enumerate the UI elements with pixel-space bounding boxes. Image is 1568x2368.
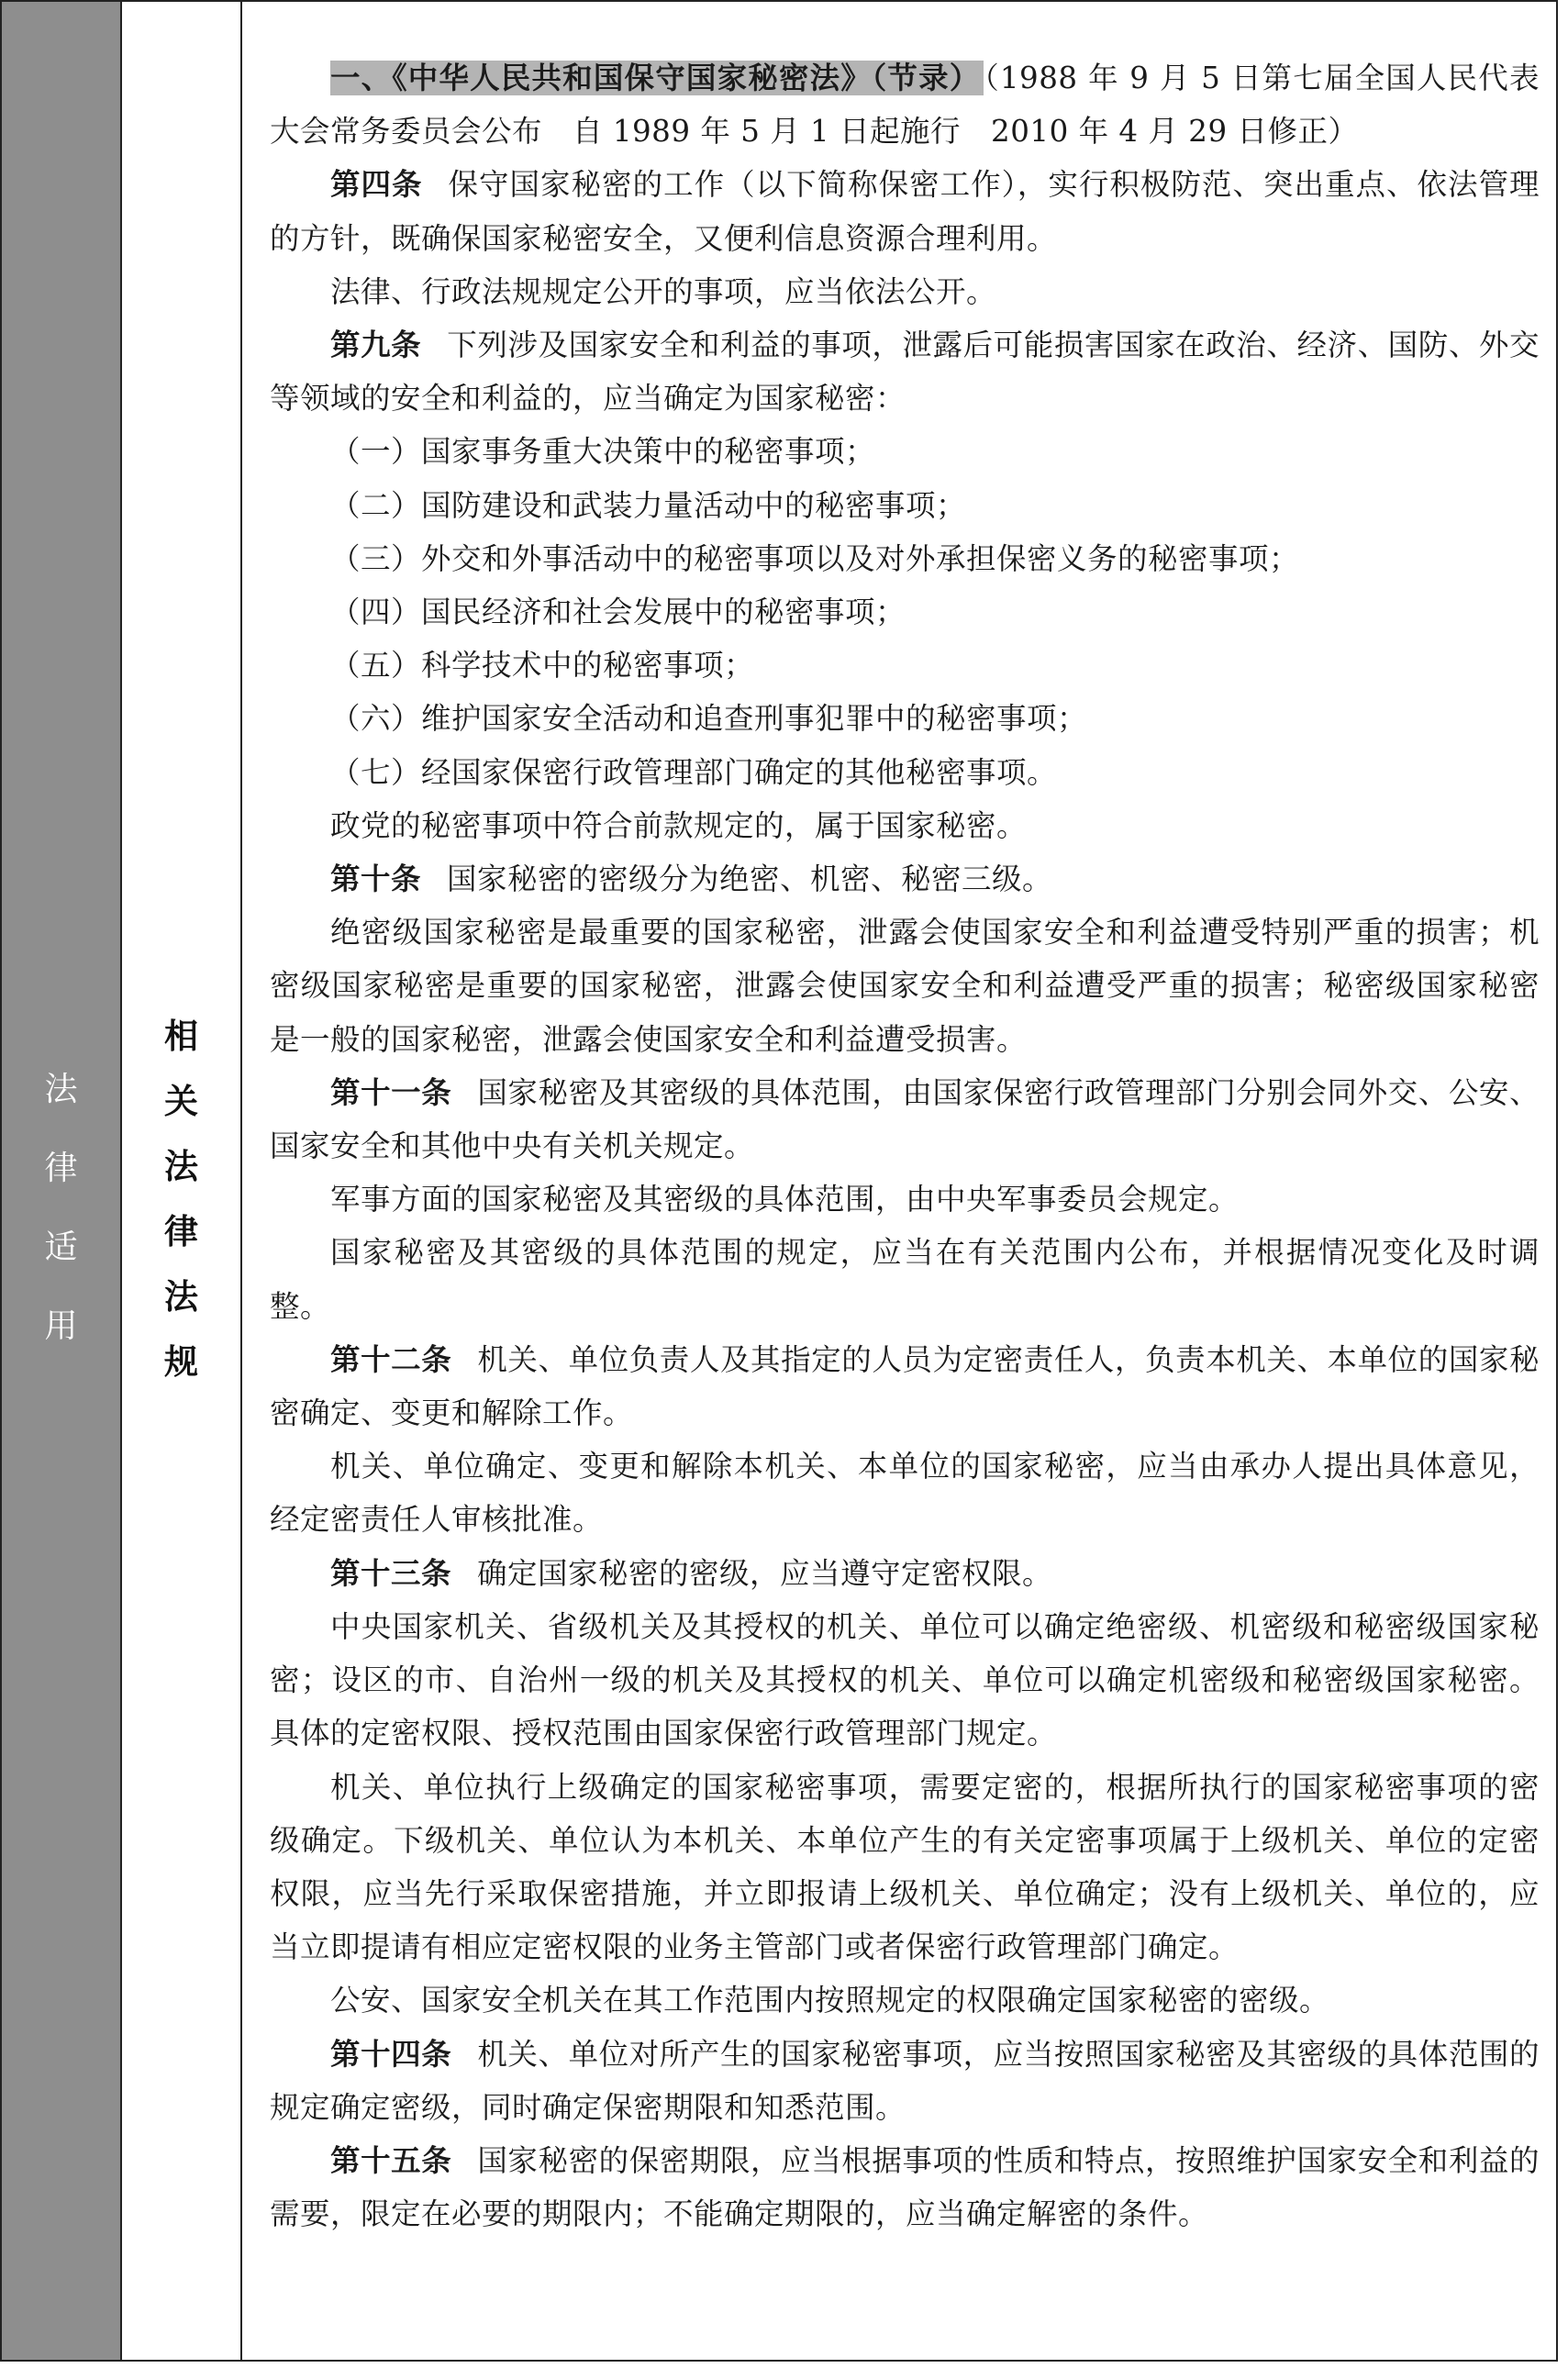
article-text: 国家秘密的密级分为绝密、机密、秘密三级。 — [447, 862, 1053, 897]
article-paragraph — [270, 318, 1540, 425]
article-paragraph — [270, 906, 1540, 1066]
article-paragraph — [270, 692, 1540, 745]
article-text: 绝密级国家秘密是最重要的国家秘密，泄露会使国家安全和利益遭受特别严重的损害；机密级国家秘密是重要的国家秘密，泄露会使国家安全和利益遭受严重的损害；秘密级国家秘密是一般的国家秘密，泄露会使国家安全和利益遭受损害。 — [270, 915, 1540, 1057]
article-text: （四）国民经济和社会发展中的秘密事项； — [330, 595, 906, 630]
subcategory-char: 规 — [164, 1342, 198, 1382]
article-text: 机关、单位执行上级确定的国家秘密事项，需要定密的，根据所执行的国家秘密事项的密级确定。下级机关、单位认为本机关、本单位产生的有关定密事项属于上级机关、单位的定密权限，应当先行采取保密措施，并立即报请上级机关、单位确定；没有上级机关、单位的，应当立即提请有相应定密权限的业务主管部门或者保密行政管理部门确定。 — [270, 1769, 1540, 1965]
article-paragraph — [270, 265, 1540, 318]
article-paragraph — [270, 1600, 1540, 1761]
law-heading — [270, 51, 1540, 158]
article-number: 第四条 — [330, 167, 423, 203]
article-text: 国家秘密及其密级的具体范围的规定，应当在有关范围内公布，并根据情况变化及时调整。 — [270, 1235, 1540, 1324]
article-paragraph — [270, 1761, 1540, 1974]
article-paragraph — [270, 852, 1540, 906]
article-paragraph — [270, 1547, 1540, 1600]
paragraph-list — [270, 158, 1540, 2240]
article-paragraph — [270, 1226, 1540, 1332]
article-paragraph — [270, 799, 1540, 852]
article-paragraph — [270, 1066, 1540, 1173]
article-text: 军事方面的国家秘密及其密级的具体范围，由中央军事委员会规定。 — [330, 1182, 1240, 1217]
subcategory-label — [164, 1017, 198, 1382]
subcategory-char: 相 — [164, 1017, 198, 1056]
category-column — [2, 2, 122, 2360]
article-paragraph — [270, 585, 1540, 639]
article-paragraph — [270, 158, 1540, 264]
article-text: （二）国防建设和武装力量活动中的秘密事项； — [330, 487, 967, 523]
article-text: 公安、国家安全机关在其工作范围内按照规定的权限确定国家秘密的密级。 — [330, 1983, 1330, 2018]
article-text: 法律、行政法规规定公开的事项，应当依法公开。 — [330, 273, 997, 309]
article-text: 中央国家机关、省级机关及其授权的机关、单位可以确定绝密级、机密级和秘密级国家秘密；设区的市、自治州一级的机关及其授权的机关、单位可以确定机密级和秘密级国家秘密。具体的定密权限、授权范围由国家保密行政管理部门规定。 — [270, 1608, 1540, 1751]
article-number: 第十条 — [330, 862, 422, 897]
article-paragraph — [270, 1973, 1540, 2027]
article-paragraph — [270, 479, 1540, 532]
article-number: 第九条 — [330, 328, 422, 363]
subcategory-column — [122, 2, 242, 2360]
article-paragraph — [270, 425, 1540, 478]
category-char: 适 — [44, 1228, 78, 1266]
article-number: 第十四条 — [330, 2036, 452, 2072]
article-text: 保守国家秘密的工作（以下简称保密工作），实行积极防范、突出重点、依法管理的方针，既确保国家秘密安全，又便利信息资源合理利用。 — [270, 167, 1540, 256]
subcategory-char: 律 — [164, 1212, 198, 1251]
article-text: 确定国家秘密的密级，应当遵守定密权限。 — [477, 1555, 1053, 1591]
article-paragraph — [270, 1333, 1540, 1440]
article-paragraph — [270, 2134, 1540, 2240]
article-paragraph — [270, 2028, 1540, 2134]
article-paragraph — [270, 1440, 1540, 1546]
subcategory-char: 法 — [164, 1147, 198, 1186]
article-text: （五）科学技术中的秘密事项； — [330, 648, 755, 684]
article-text: 政党的秘密事项中符合前款规定的，属于国家秘密。 — [330, 807, 1028, 843]
article-number: 第十二条 — [330, 1341, 452, 1377]
category-char: 用 — [44, 1307, 78, 1345]
article-text: 机关、单位对所产生的国家秘密事项，应当按照国家秘密及其密级的具体范围的规定确定密级，同时确定保密期限和知悉范围。 — [270, 2036, 1540, 2125]
article-paragraph — [270, 639, 1540, 692]
category-label — [44, 1073, 77, 1343]
article-text: 机关、单位确定、变更和解除本机关、本单位的国家秘密，应当由承办人提出具体意见，经定密责任人审核批准。 — [270, 1449, 1540, 1538]
article-text: 国家秘密的保密期限，应当根据事项的性质和特点，按照维护国家安全和利益的需要，限定在必要的期限内；不能确定期限的，应当确定解密的条件。 — [270, 2142, 1540, 2232]
law-title: 一、《中华人民共和国保守国家秘密法》（节录） — [330, 61, 984, 95]
category-char: 律 — [44, 1150, 78, 1187]
content-column — [242, 2, 1556, 2360]
law-note: （1988 年 9 月 5 日第七届全国人民代表大会常务委员会公布 自 1989 年 5 月 1 日起施行 2010 年 4 月 29 日修正） — [270, 61, 1540, 150]
subcategory-char: 关 — [164, 1082, 198, 1121]
article-paragraph — [270, 532, 1540, 585]
article-text: （七）经国家保密行政管理部门确定的其他秘密事项。 — [330, 754, 1058, 790]
article-text: （六）维护国家安全活动和追查刑事犯罪中的秘密事项； — [330, 701, 1088, 737]
article-text: （一）国家事务重大决策中的秘密事项； — [330, 434, 876, 470]
article-text: 机关、单位负责人及其指定的人员为定密责任人，负责本机关、本单位的国家秘密确定、变更和解除工作。 — [270, 1341, 1540, 1431]
article-text: （三）外交和外事活动中的秘密事项以及对外承担保密义务的秘密事项； — [330, 540, 1300, 576]
category-char: 法 — [44, 1071, 78, 1108]
article-paragraph — [270, 746, 1540, 799]
article-number: 第十三条 — [330, 1555, 452, 1591]
article-paragraph — [270, 1173, 1540, 1226]
article-text: 下列涉及国家安全和利益的事项，泄露后可能损害国家在政治、经济、国防、外交等领域的安全和利益的，应当确定为国家秘密： — [270, 328, 1540, 417]
article-number: 第十五条 — [330, 2142, 452, 2178]
article-number: 第十一条 — [330, 1074, 452, 1110]
article-text: 国家秘密及其密级的具体范围，由国家保密行政管理部门分别会同外交、公安、国家安全和其他中央有关机关规定。 — [270, 1074, 1540, 1164]
subcategory-char: 法 — [164, 1277, 198, 1317]
